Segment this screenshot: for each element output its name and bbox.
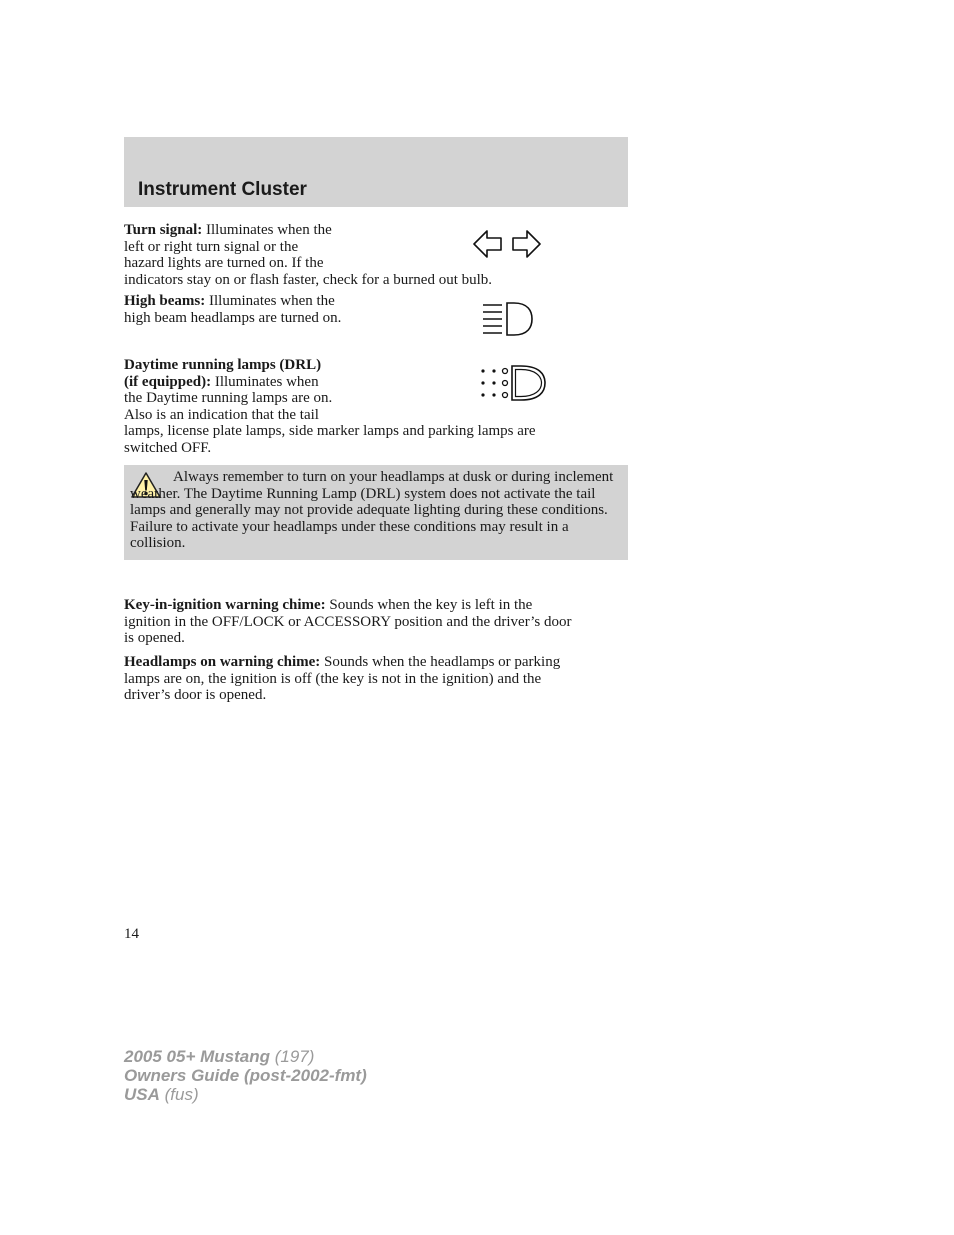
footer-guide: Owners Guide (post-2002-fmt) [124,1066,367,1085]
high-beams-text-1: Illuminates when the [209,293,335,309]
key-chime-text-2: ignition in the OFF/LOCK or ACCESSORY position and the driver’s door [124,613,572,630]
drl-paragraph [124,357,624,456]
section-header-band [124,137,628,207]
turn-signal-text-4: indicators stay on or flash faster, check for a burned out bulb. [124,271,493,288]
headlamp-chime-text-1: Sounds when the headlamps or parking [324,654,561,670]
high-beam-headlamp-icon [480,301,536,337]
drl-text-2: the Daytime running lamps are on. [124,390,333,406]
high-beams-paragraph [124,293,464,326]
turn-signal-term: Turn signal: [124,222,203,238]
headlamp-chime-term: Headlamps on warning chime: [124,654,321,670]
headlamp-chime-text-3: driver’s door is opened. [124,687,267,703]
drl-text-5: switched OFF. [124,439,212,456]
footer-line-1 [124,1047,367,1066]
turn-signal-paragraph [124,222,624,288]
key-chime-text-1: Sounds when the key is left in the [329,597,533,613]
footer-line-3 [124,1085,367,1104]
turn-signal-text-3: hazard lights are turned on. If the [124,255,324,271]
drl-term-2: (if equipped): [124,373,212,390]
drl-text-4: lamps, license plate lamps, side marker lamps and parking lamps are [124,423,536,439]
turn-signal-text-1: Illuminates when the [205,222,332,238]
drl-text-3: Also is an indication that the tail [124,406,319,423]
turn-signal-text-2: left or right turn signal or the [124,238,299,255]
turn-signal-arrows-icon [472,228,544,260]
footer-model-code: (197) [274,1047,315,1066]
footer-line-2 [124,1066,367,1085]
high-beams-term: High beams: [124,293,206,309]
footer-model: 2005 05+ Mustang [124,1047,270,1066]
warning-text: Always remember to turn on your headlamps at dusk or during inclement weather. The Daytime Running Lamp (DRL) system does not activate the tail lamps and generally may not provide adequate lighting during these conditions. Failure to activate your headlamps under these conditions may result in a collision. [130,469,614,551]
drl-text-1: Illuminates when [214,373,319,390]
page-number: 14 [124,926,139,942]
high-beams-text-2: high beam headlamps are turned on. [124,309,342,326]
headlamp-chime-text-2: lamps are on, the ignition is off (the key is not in the ignition) and the [124,670,542,687]
section-title: Instrument Cluster [138,179,307,200]
key-chime-text-3: is opened. [124,630,185,646]
drl-term-1: Daytime running lamps (DRL) [124,357,322,373]
key-chime-term: Key-in-ignition warning chime: [124,597,326,613]
document-footer [124,1047,367,1104]
warning-box [124,465,628,560]
footer-market-code: (fus) [164,1085,199,1104]
headlamp-chime-paragraph [124,654,634,704]
key-chime-paragraph [124,597,628,647]
daytime-running-lamp-icon [477,363,549,405]
footer-market: USA [124,1085,160,1104]
